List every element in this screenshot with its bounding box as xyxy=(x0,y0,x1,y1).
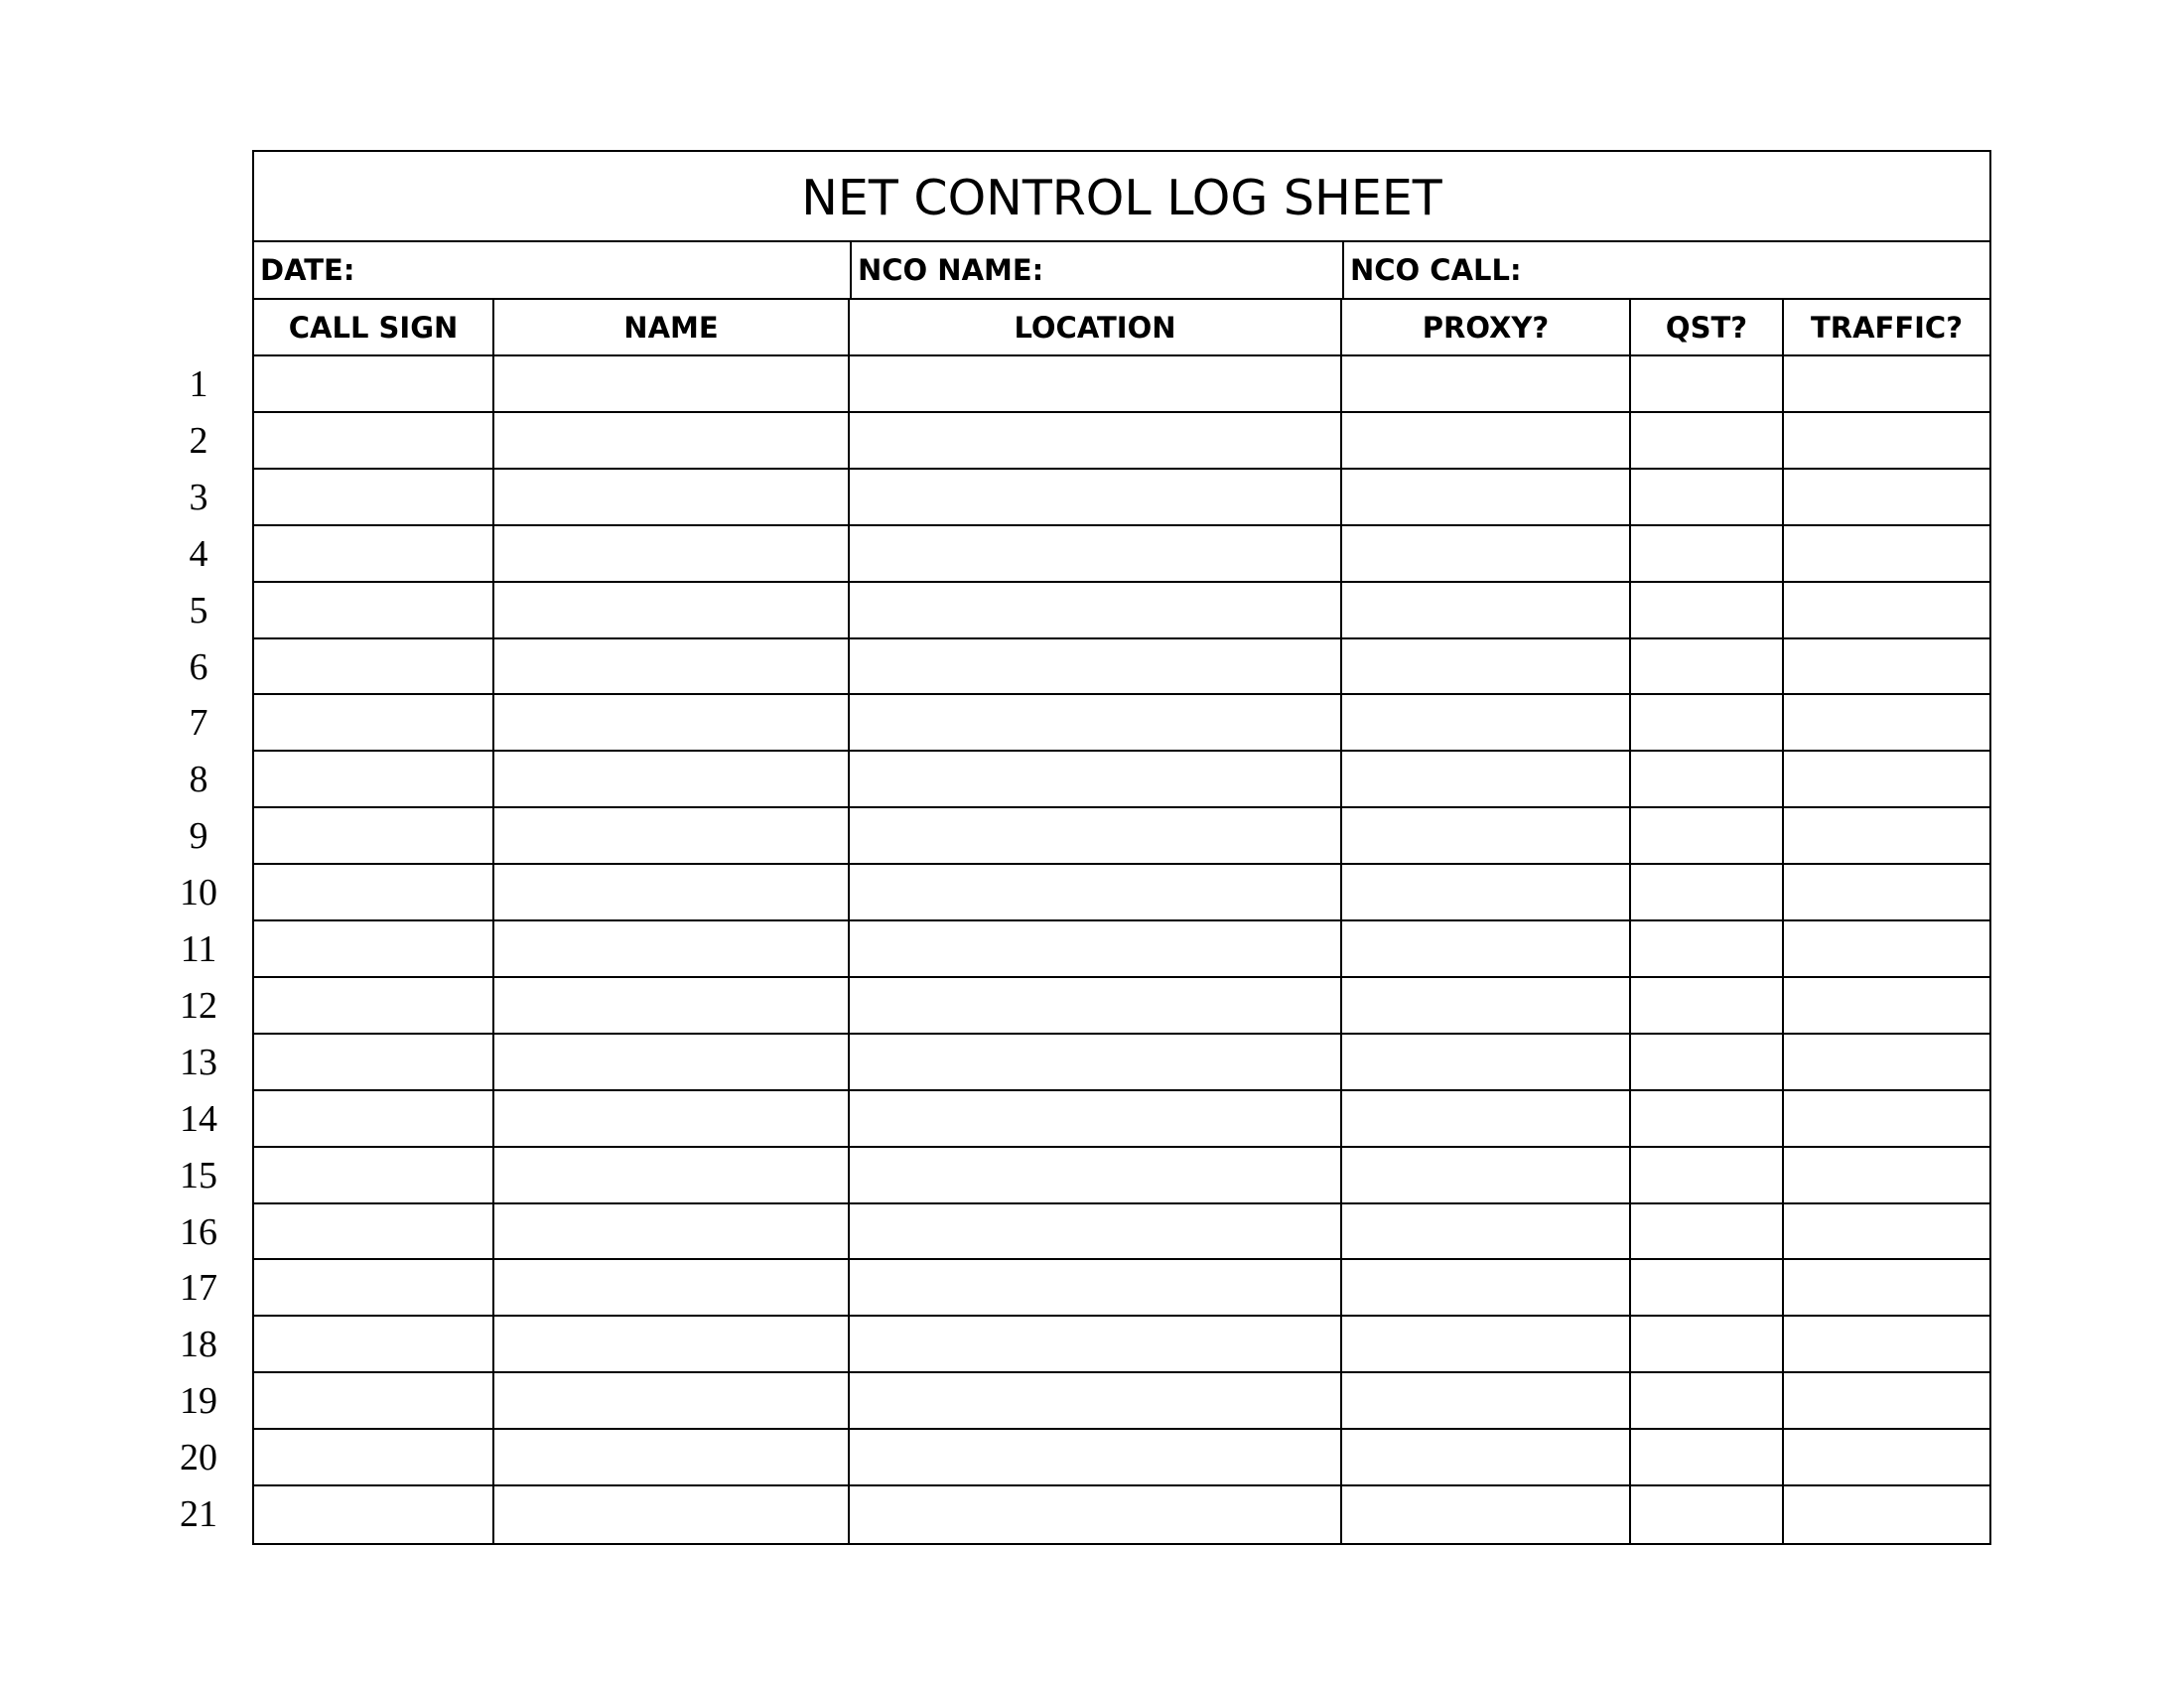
cell-name[interactable] xyxy=(494,526,848,581)
row-number: 11 xyxy=(180,928,217,971)
cell-call-sign[interactable] xyxy=(254,1430,492,1484)
cell-call-sign[interactable] xyxy=(254,921,492,976)
cell-qst[interactable] xyxy=(1631,1204,1782,1258)
cell-qst[interactable] xyxy=(1631,1260,1782,1315)
cell-call-sign[interactable] xyxy=(254,470,492,524)
table-row xyxy=(254,470,1989,526)
cell-qst[interactable] xyxy=(1631,752,1782,806)
cell-location[interactable] xyxy=(850,470,1340,524)
cell-qst[interactable] xyxy=(1631,978,1782,1033)
cell-call-sign[interactable] xyxy=(254,1148,492,1202)
cell-proxy[interactable] xyxy=(1342,1317,1629,1371)
row-number: 14 xyxy=(180,1098,217,1141)
cell-qst[interactable] xyxy=(1631,470,1782,524)
cell-traffic[interactable] xyxy=(1784,1486,1989,1543)
cell-name[interactable] xyxy=(494,1260,848,1315)
cell-location[interactable] xyxy=(850,583,1340,637)
cell-call-sign[interactable] xyxy=(254,695,492,750)
nco-call-field[interactable] xyxy=(1344,242,1989,298)
cell-proxy[interactable] xyxy=(1342,639,1629,693)
cell-traffic[interactable] xyxy=(1784,639,1989,693)
cell-proxy[interactable] xyxy=(1342,583,1629,637)
cell-proxy[interactable] xyxy=(1342,978,1629,1033)
cell-proxy[interactable] xyxy=(1342,470,1629,524)
row-number: 1 xyxy=(189,363,208,406)
row-number: 13 xyxy=(180,1042,217,1084)
row-number: 5 xyxy=(189,590,208,633)
cell-location[interactable] xyxy=(850,1486,1340,1543)
cell-traffic[interactable] xyxy=(1784,1204,1989,1258)
table-row xyxy=(254,695,1989,752)
table-row xyxy=(254,1204,1989,1260)
cell-traffic[interactable] xyxy=(1784,413,1989,468)
cell-location[interactable] xyxy=(850,865,1340,919)
cell-proxy[interactable] xyxy=(1342,1486,1629,1543)
cell-location[interactable] xyxy=(850,1091,1340,1146)
cell-traffic[interactable] xyxy=(1784,695,1989,750)
cell-qst[interactable] xyxy=(1631,921,1782,976)
row-number: 4 xyxy=(189,533,208,576)
cell-location[interactable] xyxy=(850,1430,1340,1484)
cell-call-sign[interactable] xyxy=(254,808,492,863)
column-header-call-sign: CALL SIGN xyxy=(288,310,459,345)
cell-qst[interactable] xyxy=(1631,1091,1782,1146)
cell-call-sign[interactable] xyxy=(254,639,492,693)
cell-proxy[interactable] xyxy=(1342,356,1629,411)
cell-location[interactable] xyxy=(850,413,1340,468)
cell-call-sign[interactable] xyxy=(254,356,492,411)
cell-qst[interactable] xyxy=(1631,583,1782,637)
cell-proxy[interactable] xyxy=(1342,1035,1629,1089)
cell-proxy[interactable] xyxy=(1342,865,1629,919)
cell-name[interactable] xyxy=(494,1091,848,1146)
cell-name[interactable] xyxy=(494,1317,848,1371)
table-row xyxy=(254,752,1989,808)
cell-call-sign[interactable] xyxy=(254,978,492,1033)
row-number: 18 xyxy=(180,1324,217,1366)
cell-name[interactable] xyxy=(494,752,848,806)
cell-location[interactable] xyxy=(850,356,1340,411)
row-number: 17 xyxy=(180,1267,217,1310)
row-number: 15 xyxy=(180,1155,217,1197)
cell-qst[interactable] xyxy=(1631,413,1782,468)
column-header-traffic: TRAFFIC? xyxy=(1810,310,1964,345)
cell-location[interactable] xyxy=(850,1373,1340,1428)
cell-traffic[interactable] xyxy=(1784,808,1989,863)
cell-traffic[interactable] xyxy=(1784,1317,1989,1371)
row-number: 20 xyxy=(180,1437,217,1479)
cell-traffic[interactable] xyxy=(1784,1430,1989,1484)
column-header-row xyxy=(254,300,1989,356)
cell-qst[interactable] xyxy=(1631,1148,1782,1202)
cell-proxy[interactable] xyxy=(1342,526,1629,581)
row-number: 2 xyxy=(189,420,208,463)
table-row xyxy=(254,1035,1989,1091)
cell-call-sign[interactable] xyxy=(254,865,492,919)
cell-location[interactable] xyxy=(850,1260,1340,1315)
cell-location[interactable] xyxy=(850,1204,1340,1258)
cell-proxy[interactable] xyxy=(1342,752,1629,806)
row-number: 3 xyxy=(189,477,208,519)
row-number: 9 xyxy=(189,815,208,858)
cell-name[interactable] xyxy=(494,1486,848,1543)
cell-traffic[interactable] xyxy=(1784,356,1989,411)
row-number: 21 xyxy=(180,1493,217,1536)
cell-traffic[interactable] xyxy=(1784,470,1989,524)
cell-proxy[interactable] xyxy=(1342,413,1629,468)
cell-name[interactable] xyxy=(494,470,848,524)
cell-proxy[interactable] xyxy=(1342,695,1629,750)
table-row xyxy=(254,1091,1989,1148)
page-title: NET CONTROL LOG SHEET xyxy=(801,170,1442,226)
cell-call-sign[interactable] xyxy=(254,1373,492,1428)
column-header-proxy: PROXY? xyxy=(1422,310,1550,345)
cell-qst[interactable] xyxy=(1631,1430,1782,1484)
table-row xyxy=(254,1317,1989,1373)
column-header-location: LOCATION xyxy=(1014,310,1176,345)
row-number: 19 xyxy=(180,1380,217,1423)
cell-location[interactable] xyxy=(850,639,1340,693)
date-field[interactable] xyxy=(254,242,850,298)
cell-qst[interactable] xyxy=(1631,695,1782,750)
cell-location[interactable] xyxy=(850,808,1340,863)
nco-name-label: NCO NAME: xyxy=(858,253,1044,287)
table-row xyxy=(254,356,1989,413)
table-row xyxy=(254,583,1989,639)
row-number: 16 xyxy=(180,1211,217,1254)
cell-name[interactable] xyxy=(494,1148,848,1202)
cell-proxy[interactable] xyxy=(1342,1204,1629,1258)
row-number: 10 xyxy=(180,872,217,914)
cell-name[interactable] xyxy=(494,583,848,637)
cell-name[interactable] xyxy=(494,808,848,863)
cell-name[interactable] xyxy=(494,413,848,468)
cell-name[interactable] xyxy=(494,1204,848,1258)
column-header-name: NAME xyxy=(623,310,719,345)
info-row xyxy=(254,242,1989,300)
cell-name[interactable] xyxy=(494,1430,848,1484)
cell-call-sign[interactable] xyxy=(254,1486,492,1543)
cell-traffic[interactable] xyxy=(1784,526,1989,581)
cell-traffic[interactable] xyxy=(1784,1091,1989,1146)
cell-traffic[interactable] xyxy=(1784,1260,1989,1315)
cell-proxy[interactable] xyxy=(1342,921,1629,976)
table-row xyxy=(254,978,1989,1035)
cell-location[interactable] xyxy=(850,695,1340,750)
cell-qst[interactable] xyxy=(1631,808,1782,863)
cell-qst[interactable] xyxy=(1631,1373,1782,1428)
cell-location[interactable] xyxy=(850,978,1340,1033)
cell-location[interactable] xyxy=(850,1317,1340,1371)
cell-proxy[interactable] xyxy=(1342,1373,1629,1428)
cell-proxy[interactable] xyxy=(1342,1091,1629,1146)
cell-proxy[interactable] xyxy=(1342,1148,1629,1202)
cell-call-sign[interactable] xyxy=(254,752,492,806)
cell-qst[interactable] xyxy=(1631,1317,1782,1371)
column-header-qst: QST? xyxy=(1665,310,1748,345)
table-row xyxy=(254,808,1989,865)
table-row xyxy=(254,921,1989,978)
nco-call-label: NCO CALL: xyxy=(1350,253,1522,287)
cell-name[interactable] xyxy=(494,639,848,693)
title-row xyxy=(254,152,1989,242)
table-row xyxy=(254,639,1989,695)
cell-name[interactable] xyxy=(494,695,848,750)
cell-traffic[interactable] xyxy=(1784,752,1989,806)
cell-location[interactable] xyxy=(850,1035,1340,1089)
nco-name-field[interactable] xyxy=(852,242,1342,298)
cell-location[interactable] xyxy=(850,752,1340,806)
cell-call-sign[interactable] xyxy=(254,1091,492,1146)
table-row xyxy=(254,1260,1989,1317)
cell-call-sign[interactable] xyxy=(254,526,492,581)
cell-qst[interactable] xyxy=(1631,1486,1782,1543)
row-number: 7 xyxy=(189,702,208,745)
cell-traffic[interactable] xyxy=(1784,978,1989,1033)
cell-traffic[interactable] xyxy=(1784,865,1989,919)
cell-name[interactable] xyxy=(494,978,848,1033)
cell-qst[interactable] xyxy=(1631,865,1782,919)
cell-call-sign[interactable] xyxy=(254,413,492,468)
table-row xyxy=(254,413,1989,470)
table-row xyxy=(254,1430,1989,1486)
cell-qst[interactable] xyxy=(1631,356,1782,411)
table-row xyxy=(254,865,1989,921)
cell-location[interactable] xyxy=(850,1148,1340,1202)
cell-qst[interactable] xyxy=(1631,526,1782,581)
cell-name[interactable] xyxy=(494,356,848,411)
cell-traffic[interactable] xyxy=(1784,1035,1989,1089)
cell-name[interactable] xyxy=(494,865,848,919)
row-number: 8 xyxy=(189,759,208,801)
table-row xyxy=(254,1148,1989,1204)
cell-location[interactable] xyxy=(850,921,1340,976)
log-sheet-table xyxy=(252,150,1991,1545)
cell-qst[interactable] xyxy=(1631,1035,1782,1089)
cell-traffic[interactable] xyxy=(1784,583,1989,637)
cell-call-sign[interactable] xyxy=(254,1035,492,1089)
cell-traffic[interactable] xyxy=(1784,1373,1989,1428)
row-number: 6 xyxy=(189,646,208,689)
cell-traffic[interactable] xyxy=(1784,921,1989,976)
cell-call-sign[interactable] xyxy=(254,1260,492,1315)
cell-call-sign[interactable] xyxy=(254,583,492,637)
table-row xyxy=(254,1373,1989,1430)
cell-call-sign[interactable] xyxy=(254,1317,492,1371)
row-number: 12 xyxy=(180,985,217,1028)
cell-proxy[interactable] xyxy=(1342,1260,1629,1315)
date-label: DATE: xyxy=(260,253,355,287)
cell-proxy[interactable] xyxy=(1342,808,1629,863)
cell-name[interactable] xyxy=(494,1373,848,1428)
row-number-column xyxy=(159,0,238,1688)
cell-qst[interactable] xyxy=(1631,639,1782,693)
cell-location[interactable] xyxy=(850,526,1340,581)
table-row xyxy=(254,1486,1989,1543)
cell-proxy[interactable] xyxy=(1342,1430,1629,1484)
cell-name[interactable] xyxy=(494,1035,848,1089)
cell-name[interactable] xyxy=(494,921,848,976)
cell-traffic[interactable] xyxy=(1784,1148,1989,1202)
table-row xyxy=(254,526,1989,583)
cell-call-sign[interactable] xyxy=(254,1204,492,1258)
